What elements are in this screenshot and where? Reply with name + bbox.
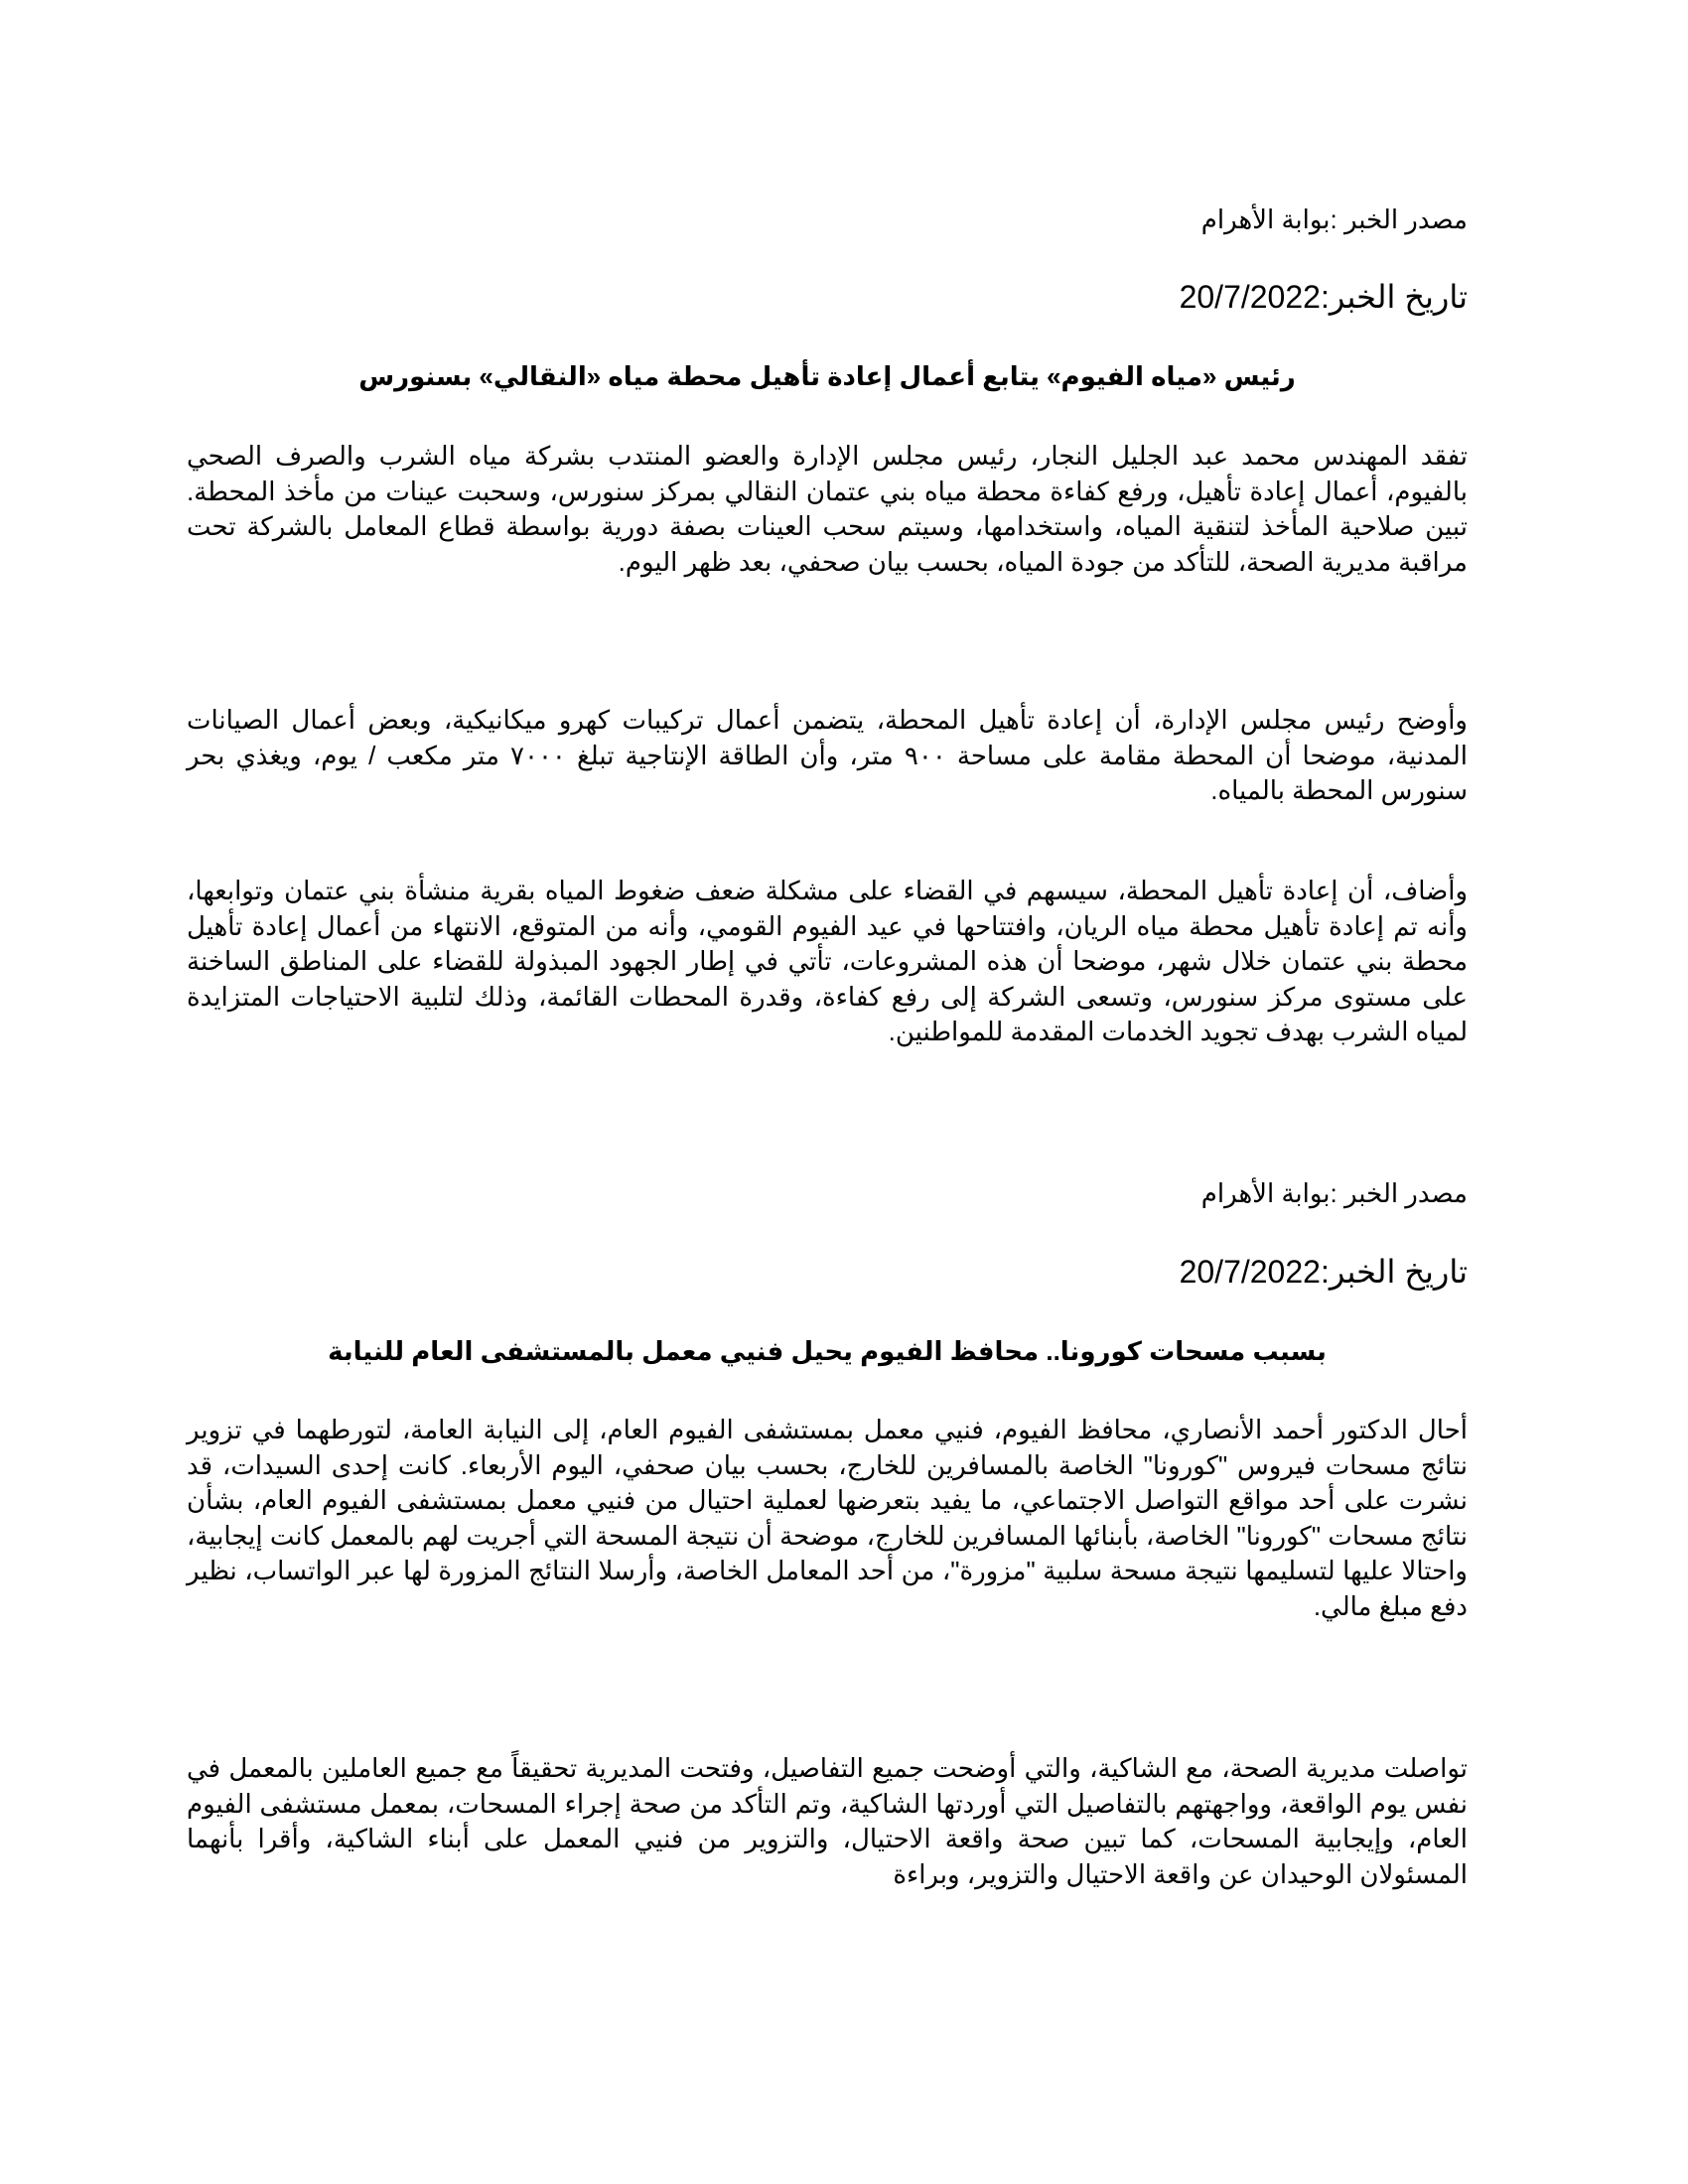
article-paragraph: تفقد المهندس محمد عبد الجليل النجار، رئيس مجلس الإدارة والعضو المنتدب بشركة مياه الشرب والصرف الصحي بالفيوم، أعمال إعادة تأهيل، ورفع كفاءة محطة مياه بني عتمان النقالي بمركز سنورس، وسحبت عينات من مأخذ المحطة. تبين صلاحية المأخذ لتنقية المياه، واستخدامها، وسيتم سحب العينات بصفة دورية بواسطة قطاع المعامل بالشركة تحت مراقبة مديرية الصحة، للتأكد من جودة المياه، بحسب بيان صحفي، بعد ظهر اليوم. [187,441,1468,577]
article-paragraph: تواصلت مديرية الصحة، مع الشاكية، والتي أوضحت جميع التفاصيل، وفتحت المديرية تحقيقاً مع جميع العاملين بالمعمل في نفس يوم الواقعة، وواجهتهم بالتفاصيل التي أوردتها الشاكية، وتم التأكد من صحة إجراء المسحات، بمعمل مستشفى الفيوم العام، وإيجابية المسحات، كما تبين صحة واقعة الاحتيال، والتزوير من فنيي المعمل على أبناء الشاكية، وأقرا بأنهما المسئولان الوحيدان عن واقعة الاحتيال والتزوير، وبراءة [187,1753,1468,1889]
news-date: تاريخ الخبر:20/7/2022 [1179,279,1468,315]
news-source: مصدر الخبر :بوابة الأهرام [1200,1178,1468,1208]
news-date: تاريخ الخبر:20/7/2022 [1179,1254,1468,1290]
article-paragraph: وأوضح رئيس مجلس الإدارة، أن إعادة تأهيل المحطة، يتضمن أعمال تركيبات كهرو ميكانيكية، وبعض أعمال الصيانات المدنية، موضحا أن المحطة مقامة على مساحة ٩٠٠ متر، وأن الطاقة الإنتاجية تبلغ ٧٠٠٠ متر مكعب / يوم، ويغذي بحر سنورس المحطة بالمياه. [187,705,1468,805]
article-paragraph: وأضاف، أن إعادة تأهيل المحطة، سيسهم في القضاء على مشكلة ضعف ضغوط المياه بقرية منشأة بني عتمان وتوابعها، وأنه تم إعادة تأهيل محطة مياه الريان، وافتتاحها في عيد الفيوم القومي، وأنه من المتوقع، الانتهاء من أعمال إعادة تأهيل محطة بني عتمان خلال شهر، موضحا أن هذه المشروعات، تأتي في إطار الجهود المبذولة للقضاء على المناطق الساخنة على مستوى مركز سنورس، وتسعى الشركة إلى رفع كفاءة، وقدرة المحطات القائمة، وذلك لتلبية الاحتياجات المتزايدة لمياه الشرب بهدف تجويد الخدمات المقدمة للمواطنين. [187,876,1468,1046]
article-headline: رئيس «مياه الفيوم» يتابع أعمال إعادة تأهيل محطة مياه «النقالي» بسنورس [358,361,1296,391]
article-paragraph: أحال الدكتور أحمد الأنصاري، محافظ الفيوم، فنيي معمل بمستشفى الفيوم العام، إلى النيابة العامة، لتورطهما في تزوير نتائج مسحات فيروس "كورونا" الخاصة بالمسافرين للخارج، بحسب بيان صحفي، اليوم الأربعاء. كانت إحدى السيدات، قد نشرت على أحد مواقع التواصل الاجتماعي، ما يفيد بتعرضها لعملية احتيال من فنيي معمل بمستشفى الفيوم العام، بشأن نتائج مسحات "كورونا" الخاصة، بأبنائها المسافرين للخارج، موضحة أن نتيجة المسحة التي أجريت لهم بالمعمل كانت إيجابية، واحتالا عليها لتسليمها نتيجة مسحة سلبية "مزورة"، من أحد المعامل الخاصة، وأرسلا النتائج المزورة لها عبر الواتساب، نظير دفع مبلغ مالي. [187,1415,1468,1621]
article-headline: بسبب مسحات كورونا.. محافظ الفيوم يحيل فنيي معمل بالمستشفى العام للنيابة [328,1336,1327,1366]
news-source: مصدر الخبر :بوابة الأهرام [1200,205,1468,234]
